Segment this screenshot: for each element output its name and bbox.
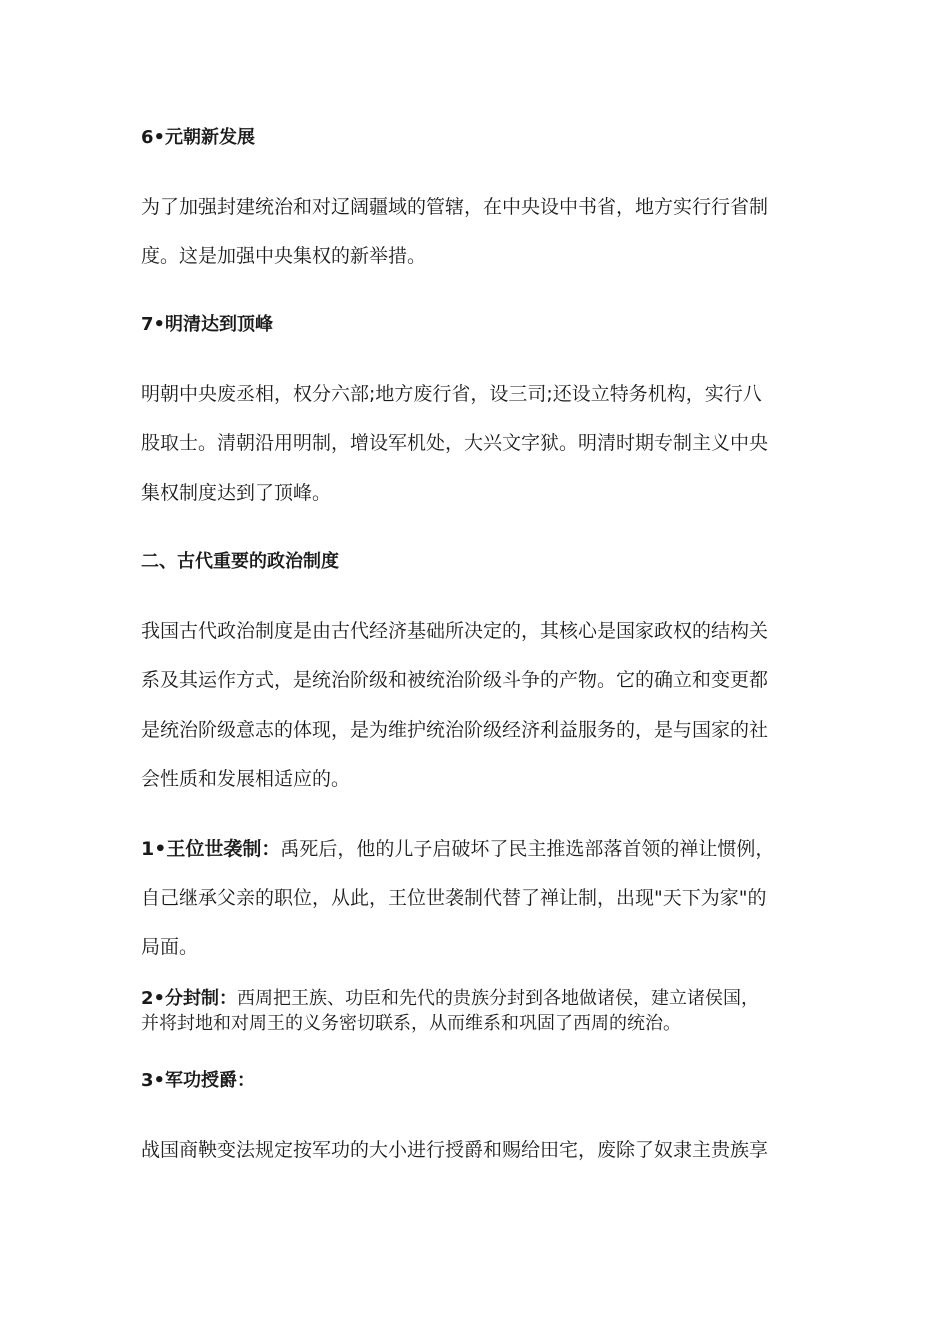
item-label-enfeoffment: 2•分封制：	[141, 988, 238, 1009]
section-heading-ming-qing: 7•明清达到顶峰	[141, 314, 274, 335]
paragraph-line: 战国商鞅变法规定按军功的大小进行授爵和赐给田宅，废除了奴隶主贵族享	[141, 1139, 769, 1161]
paragraph-line: 明朝中央废丞相，权分六部;地方废行省，设三司;还设立特务机构，实行八	[141, 383, 762, 405]
part-heading-political-systems: 二、古代重要的政治制度	[141, 551, 339, 572]
item-text: 西周把王族、功臣和先代的贵族分封到各地做诸侯，建立诸侯国，	[237, 988, 760, 1009]
paragraph-line: 集权制度达到了顶峰。	[141, 482, 332, 504]
paragraph-line: 我国古代政治制度是由古代经济基础所决定的，其核心是国家政权的结构关	[141, 620, 769, 642]
item-line-enfeoffment	[141, 988, 821, 1010]
section-heading-yuan: 6•元朝新发展	[141, 127, 256, 148]
item-line-hereditary	[141, 836, 821, 862]
paragraph-line: 并将封地和对周王的义务密切联系，从而维系和巩固了西周的统治。	[141, 1013, 681, 1034]
paragraph-line: 度。这是加强中央集权的新举措。	[141, 245, 427, 267]
paragraph-line: 会性质和发展相适应的。	[141, 768, 351, 790]
paragraph-line: 是统治阶级意志的体现，是为维护统治阶级经济利益服务的，是与国家的社	[141, 719, 769, 741]
item-label-hereditary: 1•王位世袭制：	[141, 838, 281, 860]
item-text: 禹死后，他的儿子启破坏了民主推选部落首领的禅让惯例，	[280, 838, 775, 860]
paragraph-line: 局面。	[141, 936, 199, 958]
paragraph-line: 系及其运作方式，是统治阶级和被统治阶级斗争的产物。它的确立和变更都	[141, 669, 769, 691]
item-heading-military-merit: 3•军功授爵：	[141, 1070, 256, 1091]
paragraph-line: 为了加强封建统治和对辽阔疆域的管辖，在中央设中书省，地方实行行省制	[141, 196, 769, 218]
paragraph-line: 股取士。清朝沿用明制，增设军机处，大兴文字狱。明清时期专制主义中央	[141, 432, 769, 454]
paragraph-line: 自己继承父亲的职位，从此，王位世袭制代替了禅让制，出现"天下为家"的	[141, 887, 767, 909]
